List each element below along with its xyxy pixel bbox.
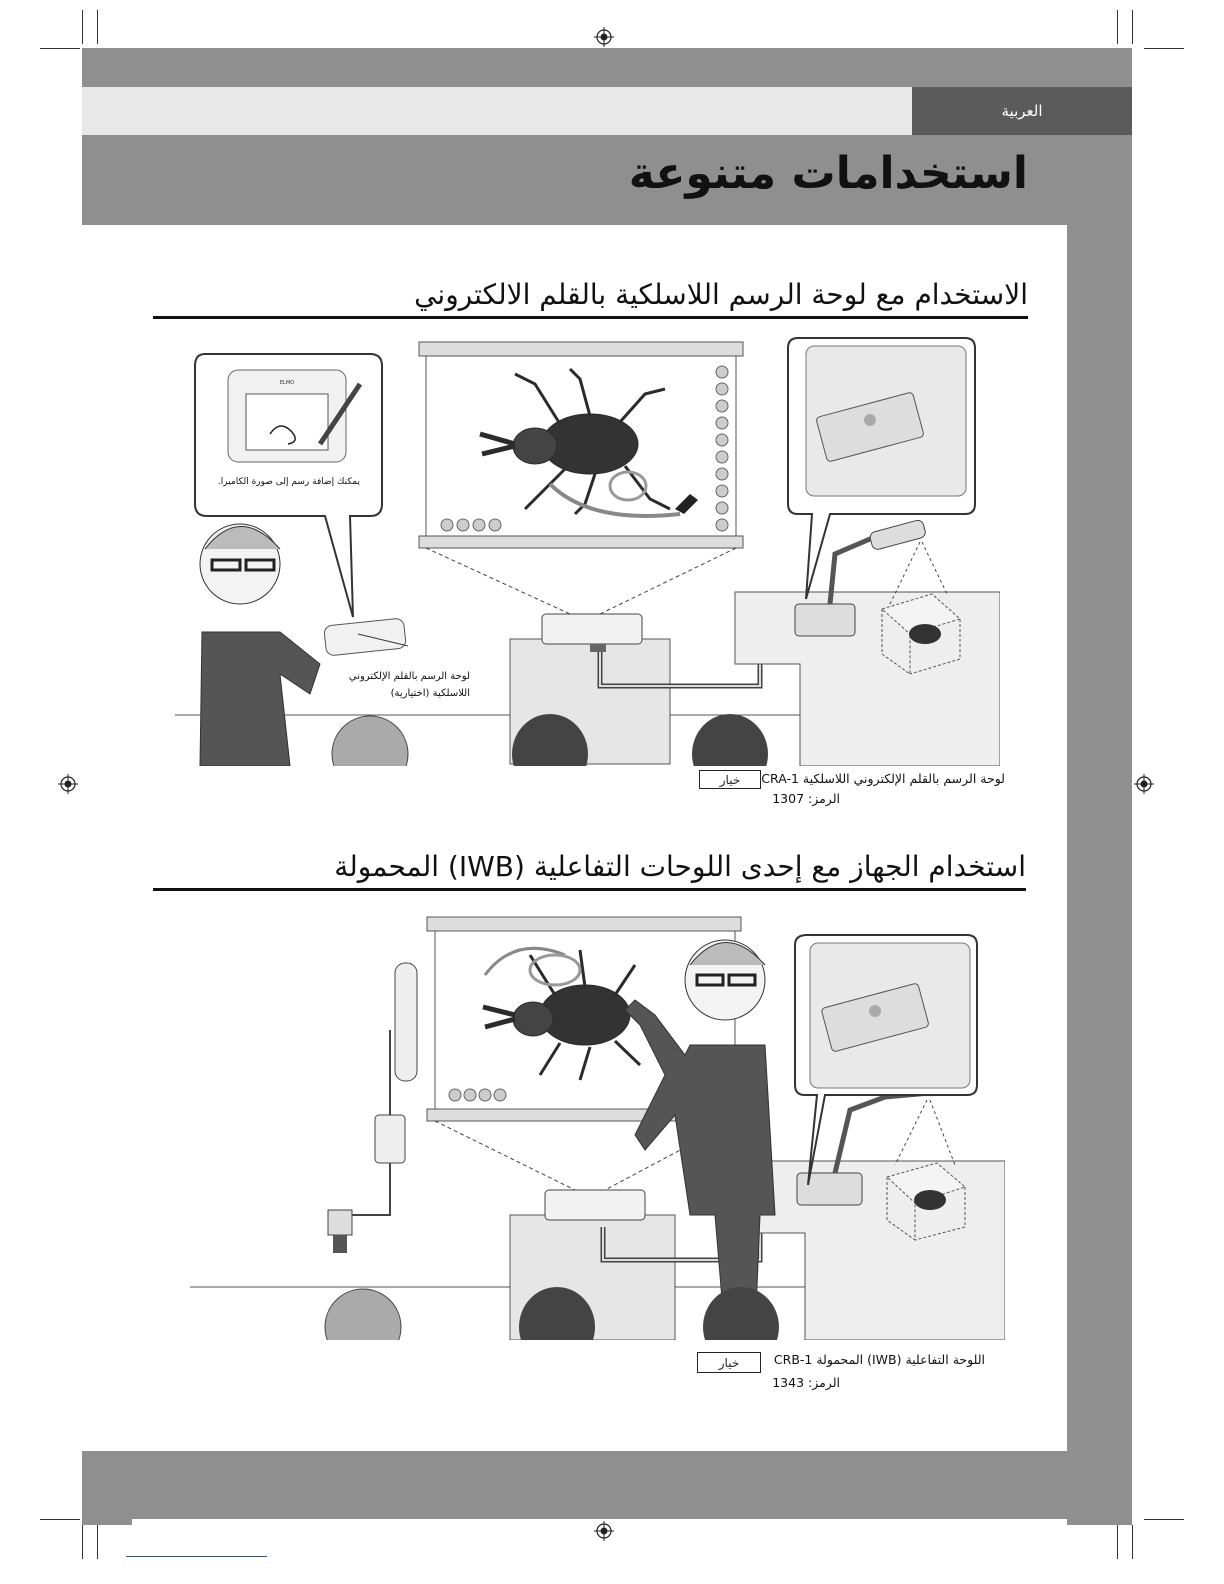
tablet-label-line1: لوحة الرسم بالقلم الإلكتروني bbox=[348, 671, 470, 682]
language-tab bbox=[912, 87, 1132, 135]
crop-mark bbox=[82, 10, 83, 44]
right-margin-band bbox=[1067, 225, 1132, 1525]
product-name: اللوحة التفاعلية (IWB) المحمولة CRB-1 bbox=[773, 1352, 985, 1367]
crop-mark bbox=[40, 48, 80, 49]
crop-mark bbox=[97, 10, 98, 44]
section2-rule bbox=[153, 888, 1026, 891]
registration-mark-icon bbox=[58, 774, 78, 794]
product-code: الرمز: 1307 bbox=[772, 791, 840, 806]
footer-band bbox=[82, 1451, 1132, 1519]
presenter-figure bbox=[200, 524, 320, 766]
crop-mark bbox=[1117, 10, 1118, 44]
crop-mark bbox=[1117, 1525, 1118, 1559]
crop-mark bbox=[1144, 1519, 1184, 1520]
crop-mark bbox=[82, 1525, 83, 1559]
crop-mark bbox=[97, 1525, 98, 1559]
crop-mark bbox=[1132, 10, 1133, 44]
product-name: لوحة الرسم بالقلم الإلكتروني اللاسلكية CRA-1 bbox=[761, 771, 1005, 786]
section1-illustration bbox=[170, 334, 1000, 766]
crop-mark bbox=[40, 1519, 80, 1520]
bubble-caption: يمكنك إضافة رسم إلى صورة الكاميرا. bbox=[217, 477, 360, 487]
product-code: الرمز: 1343 bbox=[772, 1375, 840, 1390]
language-label: العربية bbox=[1001, 102, 1043, 120]
crop-mark bbox=[1132, 1525, 1133, 1559]
section2-title: استخدام الجهاز مع إحدى اللوحات التفاعلية (IWB) المحمولة bbox=[334, 850, 1026, 883]
tablet-brand-logo: ELMO bbox=[279, 380, 295, 386]
section1-title: الاستخدام مع لوحة الرسم اللاسلكية بالقلم الالكتروني bbox=[414, 278, 1028, 311]
footer-link-line bbox=[126, 1556, 267, 1557]
registration-mark-icon bbox=[594, 27, 614, 47]
header-band bbox=[82, 48, 1132, 87]
crop-mark bbox=[1144, 48, 1184, 49]
page-title: استخدامات متنوعة bbox=[628, 148, 1028, 199]
option-badge: خيار bbox=[697, 1352, 761, 1373]
registration-mark-icon bbox=[1134, 774, 1154, 794]
registration-mark-icon bbox=[594, 1521, 614, 1541]
section2-illustration bbox=[185, 915, 1005, 1340]
tablet-label-line2: اللاسلكية (اختيارية) bbox=[390, 688, 470, 699]
option-badge: خيار bbox=[699, 770, 761, 789]
section1-rule bbox=[153, 316, 1028, 319]
